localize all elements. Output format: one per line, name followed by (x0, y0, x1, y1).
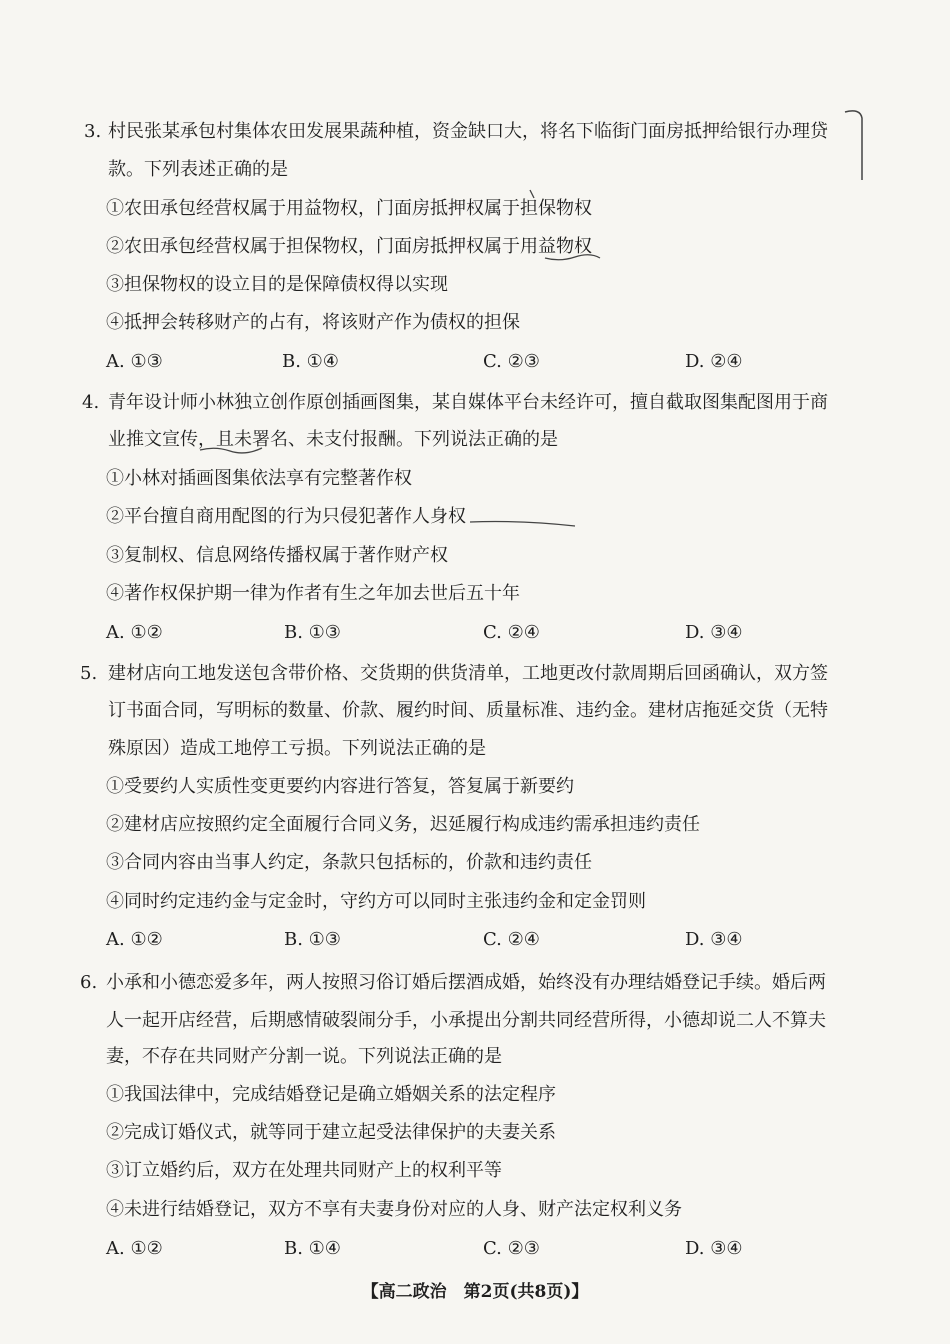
option-b: B. ①④ (284, 1238, 341, 1259)
question-stem: 村民张某承包村集体农田发展果蔬种植，资金缺口大，将名下临街门面房抵押给银行办理贷 (108, 121, 828, 142)
question-stem: 订书面合同，写明标的数量、价款、履约时间、质量标准、违约金。建材店拖延交货（无特 (108, 700, 828, 721)
option-a: A. ①② (106, 1238, 163, 1259)
option-b: B. ①④ (282, 351, 339, 372)
question-number: 6. (80, 972, 98, 993)
question-number: 5. (80, 663, 98, 684)
statement: ①小林对插画图集依法享有完整著作权 (106, 468, 412, 489)
statement: ②平台擅自商用配图的行为只侵犯著作人身权 (106, 506, 466, 527)
statement: ②建材店应按照约定全面履行合同义务，迟延履行构成违约需承担违约责任 (106, 814, 700, 835)
statement: ③合同内容由当事人约定，条款只包括标的，价款和违约责任 (106, 852, 592, 873)
question-stem: 款。下列表述正确的是 (108, 159, 288, 180)
question-number: 3. (84, 121, 102, 142)
question-stem: 妻，不存在共同财产分割一说。下列说法正确的是 (106, 1046, 502, 1067)
question-stem: 人一起开店经营，后期感情破裂闹分手，小承提出分割共同经营所得，小德却说二人不算夫 (106, 1010, 826, 1031)
statement: ①受要约人实质性变更要约内容进行答复，答复属于新要约 (106, 776, 574, 797)
question-stem: 业推文宣传，且未署名、未支付报酬。下列说法正确的是 (108, 429, 558, 450)
question-stem: 小承和小德恋爱多年，两人按照习俗订婚后摆酒成婚，始终没有办理结婚登记手续。婚后两 (106, 972, 826, 993)
option-d: D. ②④ (685, 351, 743, 372)
option-d: D. ③④ (685, 622, 743, 643)
option-c: C. ②③ (483, 351, 540, 372)
option-b: B. ①③ (284, 622, 341, 643)
statement: ③复制权、信息网络传播权属于著作财产权 (106, 545, 448, 566)
statement: ②完成订婚仪式，就等同于建立起受法律保护的夫妻关系 (106, 1122, 556, 1143)
option-c: C. ②③ (483, 1238, 540, 1259)
statement: ④抵押会转移财产的占有，将该财产作为债权的担保 (106, 312, 520, 333)
option-a: A. ①③ (106, 351, 163, 372)
statement: ④未进行结婚登记，双方不享有夫妻身份对应的人身、财产法定权利义务 (106, 1199, 682, 1220)
option-a: A. ①② (106, 929, 163, 950)
option-c: C. ②④ (483, 929, 540, 950)
statement: ③订立婚约后，双方在处理共同财产上的权利平等 (106, 1160, 502, 1181)
statement: ①我国法律中，完成结婚登记是确立婚姻关系的法定程序 (106, 1084, 556, 1105)
option-d: D. ③④ (685, 1238, 743, 1259)
statement: ④同时约定违约金与定金时，守约方可以同时主张违约金和定金罚则 (106, 891, 646, 912)
statement: ①农田承包经营权属于用益物权，门面房抵押权属于担保物权 (106, 198, 592, 219)
option-a: A. ①② (106, 622, 163, 643)
option-d: D. ③④ (685, 929, 743, 950)
statement: ④著作权保护期一律为作者有生之年加去世后五十年 (106, 583, 520, 604)
statement: ③担保物权的设立目的是保障债权得以实现 (106, 274, 448, 295)
question-stem: 建材店向工地发送包含带价格、交货期的供货清单，工地更改付款周期后回函确认，双方签 (108, 663, 828, 684)
option-b: B. ①③ (284, 929, 341, 950)
page-footer: 【高二政治 第2页(共8页)】 (361, 1282, 589, 1302)
question-stem: 殊原因）造成工地停工亏损。下列说法正确的是 (108, 738, 486, 759)
option-c: C. ②④ (483, 622, 540, 643)
statement: ②农田承包经营权属于担保物权，门面房抵押权属于用益物权 (106, 236, 592, 257)
question-number: 4. (82, 392, 100, 413)
question-stem: 青年设计师小林独立创作原创插画图集，某自媒体平台未经许可，擅自截取图集配图用于商 (108, 392, 828, 413)
